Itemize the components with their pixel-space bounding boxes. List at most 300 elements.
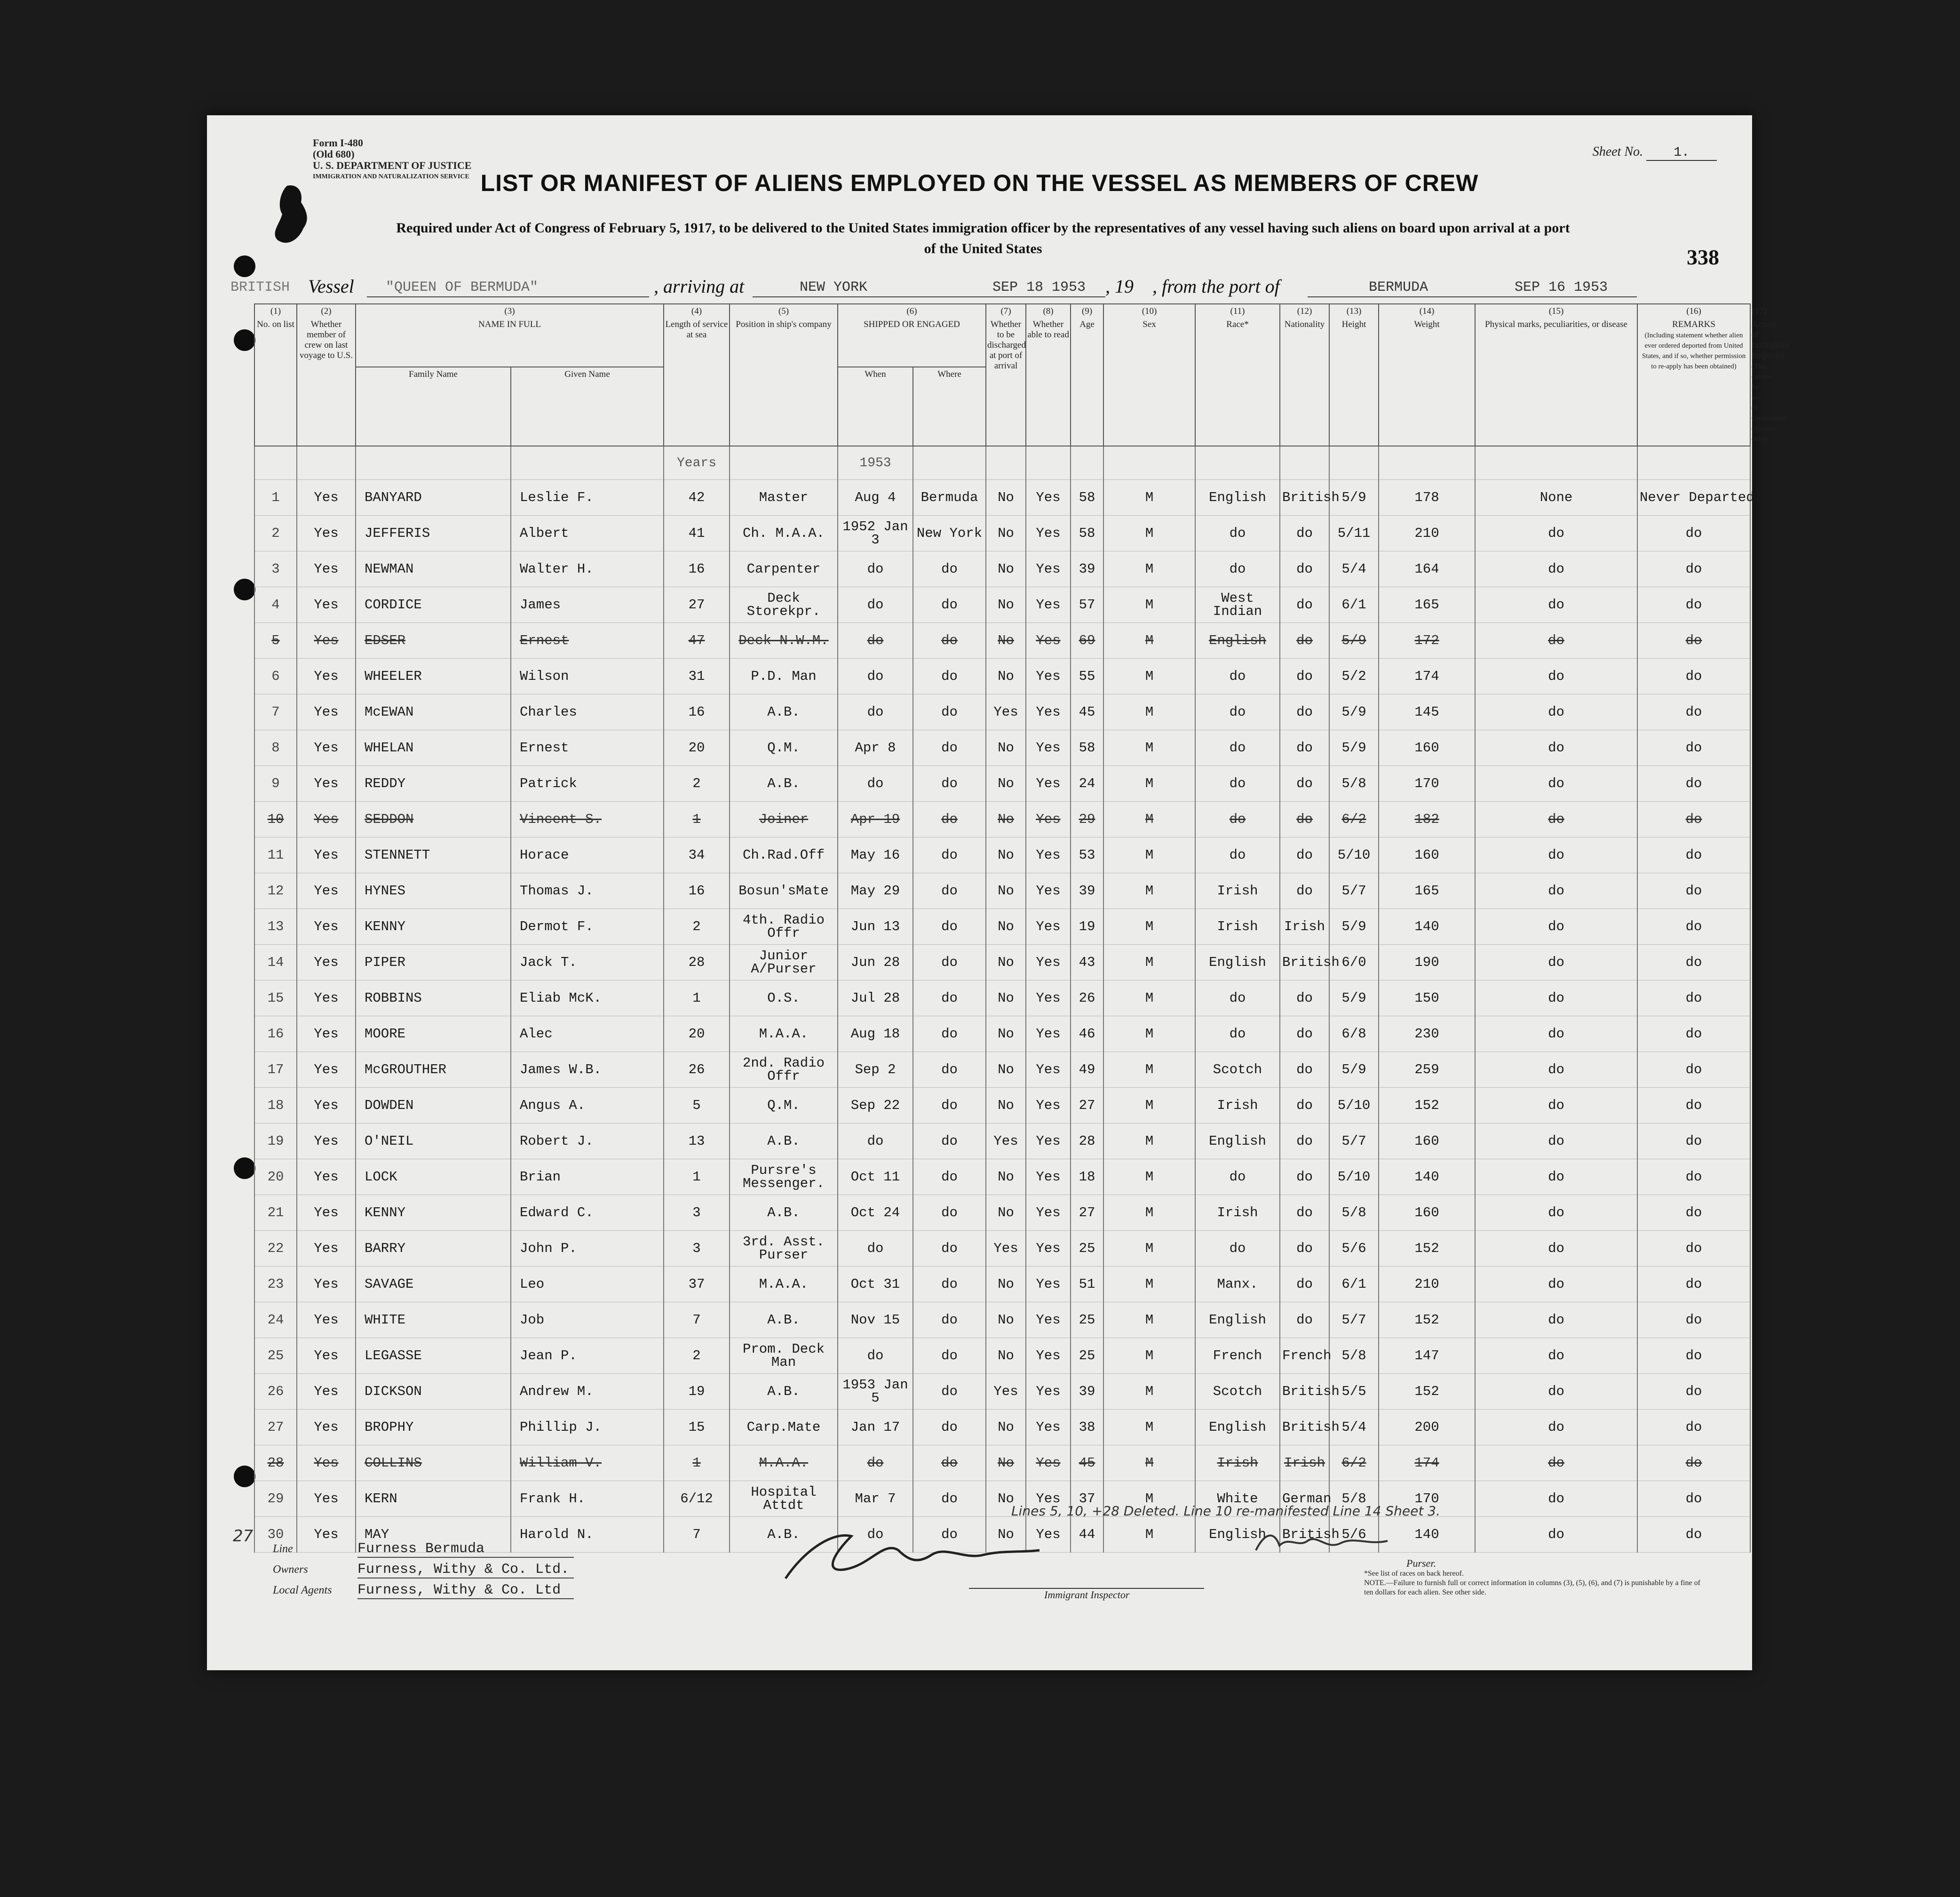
line-number-cell: 28 — [254, 1445, 297, 1481]
table-row — [254, 1445, 1750, 1481]
line-number-cell: 8 — [254, 730, 297, 766]
nationality-cell: French — [1280, 1338, 1329, 1374]
nationality-cell: British — [1280, 945, 1329, 980]
height-cell: 5/8 — [1329, 1195, 1379, 1231]
last-voyage-cell: Yes — [297, 945, 356, 980]
sex-cell: M — [1103, 1302, 1195, 1338]
age-cell: 58 — [1071, 516, 1103, 551]
able-to-read-cell: Yes — [1026, 480, 1071, 516]
able-to-read-cell: Yes — [1026, 551, 1071, 587]
position-cell: M.A.A. — [730, 1016, 838, 1052]
col-no: (1) No. on list — [254, 304, 297, 446]
shipped-where-cell: do — [913, 730, 986, 766]
weight-cell: 178 — [1379, 480, 1475, 516]
physical-marks-cell: do — [1475, 1374, 1637, 1410]
physical-marks-cell: do — [1475, 1410, 1637, 1445]
crew-manifest-table — [254, 303, 1790, 1553]
able-to-read-cell: Yes — [1026, 1481, 1071, 1517]
discharged-cell: No — [986, 1052, 1026, 1088]
race-cell: English — [1195, 480, 1280, 516]
line-number-cell: 25 — [254, 1338, 297, 1374]
line-number-cell: 11 — [254, 837, 297, 873]
able-to-read-cell: Yes — [1026, 1302, 1071, 1338]
line-number-cell: 24 — [254, 1302, 297, 1338]
weight-cell: 165 — [1379, 873, 1475, 909]
last-voyage-cell: Yes — [297, 516, 356, 551]
header-row: (1) No. on list (2) Whether member of crew on last voyage to U.S. (3) NAME IN FULL (4) Length of service at sea (5) Position in ship's company (6) SHIPPED OR ENGAGED (7) Whether to be discharged at port of arrival (8) Whether able to read (9) Age (10) Sex (11) Race* (12) Nationality (13) Height (14) Weight (15) Physical marks, peculiarities, or disease (16) REMARKS (Including statement whether alien ever ordered deported from United States, and if so, whether permission to re-apply has been obtained) (17) Action of Immigrant Inspector (This column for use of Government officials only) — [254, 304, 1750, 367]
given-name-cell: Ernest — [511, 730, 664, 766]
discharged-cell: No — [986, 1159, 1026, 1195]
weight-cell: 152 — [1379, 1374, 1475, 1410]
physical-marks-cell: do — [1475, 659, 1637, 694]
last-voyage-cell: Yes — [297, 837, 356, 873]
position-cell: A.B. — [730, 1517, 838, 1553]
last-voyage-cell: Yes — [297, 1052, 356, 1088]
remarks-cell: do — [1637, 1195, 1750, 1231]
sex-cell: M — [1103, 623, 1195, 659]
race-cell: do — [1195, 837, 1280, 873]
table-row — [254, 1267, 1750, 1302]
shipped-when-cell: Oct 24 — [838, 1195, 913, 1231]
family-name-cell: KENNY — [356, 1195, 511, 1231]
remarks-cell: do — [1637, 1410, 1750, 1445]
table-row — [254, 1124, 1750, 1159]
age-cell: 27 — [1071, 1088, 1103, 1124]
position-cell: M.A.A. — [730, 1445, 838, 1481]
last-voyage-cell: Yes — [297, 694, 356, 730]
family-name-cell: BROPHY — [356, 1410, 511, 1445]
race-cell: do — [1195, 730, 1280, 766]
race-cell: English — [1195, 1302, 1280, 1338]
line-number-cell: 17 — [254, 1052, 297, 1088]
shipped-when-cell: Oct 11 — [838, 1159, 913, 1195]
col-where: Where — [913, 367, 986, 446]
service-length-cell: 13 — [664, 1124, 730, 1159]
race-cell: Irish — [1195, 1445, 1280, 1481]
discharged-cell: No — [986, 945, 1026, 980]
table-row — [254, 1231, 1750, 1267]
able-to-read-cell: Yes — [1026, 1267, 1071, 1302]
position-cell: 2nd. Radio Offr — [730, 1052, 838, 1088]
last-voyage-cell: Yes — [297, 1124, 356, 1159]
discharged-cell: No — [986, 1016, 1026, 1052]
age-cell: 51 — [1071, 1267, 1103, 1302]
remarks-cell: do — [1637, 1517, 1750, 1553]
discharged-cell: Yes — [986, 1124, 1026, 1159]
height-cell: 5/10 — [1329, 1159, 1379, 1195]
discharged-cell: No — [986, 587, 1026, 623]
line-number-cell: 15 — [254, 980, 297, 1016]
form-old-number: (Old 680) — [313, 148, 355, 160]
sex-cell: M — [1103, 1052, 1195, 1088]
last-voyage-cell: Yes — [297, 873, 356, 909]
able-to-read-cell: Yes — [1026, 766, 1071, 802]
pre-row — [254, 446, 1750, 480]
service-length-cell: 2 — [664, 1338, 730, 1374]
age-cell: 26 — [1071, 980, 1103, 1016]
remarks-cell: do — [1637, 730, 1750, 766]
family-name-cell: WHELAN — [356, 730, 511, 766]
given-name-cell: Thomas J. — [511, 873, 664, 909]
age-cell: 43 — [1071, 945, 1103, 980]
weight-cell: 182 — [1379, 802, 1475, 837]
sex-cell: M — [1103, 837, 1195, 873]
position-cell: A.B. — [730, 1124, 838, 1159]
shipped-when-cell: 1952 Jan 3 — [838, 516, 913, 551]
nationality-cell: do — [1280, 1016, 1329, 1052]
physical-marks-cell: do — [1475, 802, 1637, 837]
able-to-read-cell: Yes — [1026, 659, 1071, 694]
shipped-when-cell: Jul 28 — [838, 980, 913, 1016]
family-name-cell: LEGASSE — [356, 1338, 511, 1374]
shipped-where-cell: do — [913, 1052, 986, 1088]
service-length-cell: 28 — [664, 945, 730, 980]
table-row — [254, 873, 1750, 909]
weight-cell: 152 — [1379, 1302, 1475, 1338]
race-cell: French — [1195, 1338, 1280, 1374]
height-cell: 5/7 — [1329, 1302, 1379, 1338]
shipped-where-cell: do — [913, 1124, 986, 1159]
col-name: (3) NAME IN FULL — [356, 304, 664, 367]
given-name-cell: Wilson — [511, 659, 664, 694]
remarks-cell: do — [1637, 1124, 1750, 1159]
given-name-cell: Alec — [511, 1016, 664, 1052]
last-voyage-cell: Yes — [297, 551, 356, 587]
physical-marks-cell: do — [1475, 1481, 1637, 1517]
nationality-cell: do — [1280, 1124, 1329, 1159]
race-cell: English — [1195, 623, 1280, 659]
physical-marks-cell: do — [1475, 1267, 1637, 1302]
able-to-read-cell: Yes — [1026, 945, 1071, 980]
able-to-read-cell: Yes — [1026, 623, 1071, 659]
given-name-cell: Eliab McK. — [511, 980, 664, 1016]
table-row — [254, 1159, 1750, 1195]
age-cell: 57 — [1071, 587, 1103, 623]
penalty-note: NOTE.—Failure to furnish full or correct information in columns (3), (5), (6), and (7) is punishable by a fine of ten dollars for each alien. See other side. — [1364, 1579, 1700, 1596]
given-name-cell: Charles — [511, 694, 664, 730]
shipped-when-cell: Aug 4 — [838, 480, 913, 516]
shipped-where-cell: do — [913, 766, 986, 802]
given-name-cell: Harold N. — [511, 1517, 664, 1553]
given-name-cell: Jack T. — [511, 945, 664, 980]
line-number-cell: 13 — [254, 909, 297, 945]
weight-cell: 140 — [1379, 1517, 1475, 1553]
height-cell: 5/9 — [1329, 980, 1379, 1016]
service-length-cell: 47 — [664, 623, 730, 659]
table-row — [254, 551, 1750, 587]
age-cell: 45 — [1071, 694, 1103, 730]
vessel-line — [230, 273, 1736, 301]
manifest-sheet — [207, 115, 1790, 1670]
shipped-where-cell: do — [913, 694, 986, 730]
able-to-read-cell: Yes — [1026, 730, 1071, 766]
physical-marks-cell: do — [1475, 623, 1637, 659]
nationality-cell: do — [1280, 551, 1329, 587]
service-length-cell: 26 — [664, 1052, 730, 1088]
weight-cell: 210 — [1379, 1267, 1475, 1302]
shipped-where-cell: do — [913, 1338, 986, 1374]
service-length-cell: 1 — [664, 1445, 730, 1481]
discharged-cell: No — [986, 1410, 1026, 1445]
nationality-cell: do — [1280, 659, 1329, 694]
race-cell: Scotch — [1195, 1374, 1280, 1410]
given-name-cell: Edward C. — [511, 1195, 664, 1231]
weight-cell: 160 — [1379, 1195, 1475, 1231]
nationality-cell: British — [1280, 1374, 1329, 1410]
sex-cell: M — [1103, 587, 1195, 623]
shipped-when-cell: Mar 7 — [838, 1481, 913, 1517]
remarks-cell: do — [1637, 837, 1750, 873]
nationality-cell: do — [1280, 587, 1329, 623]
height-cell: 5/9 — [1329, 909, 1379, 945]
age-cell: 53 — [1071, 837, 1103, 873]
remarks-cell: do — [1637, 980, 1750, 1016]
last-voyage-cell: Yes — [297, 980, 356, 1016]
position-cell: Pursre's Messenger. — [730, 1159, 838, 1195]
service-length-cell: 15 — [664, 1410, 730, 1445]
family-name-cell: KERN — [356, 1481, 511, 1517]
last-voyage-cell: Yes — [297, 1481, 356, 1517]
shipped-when-cell: Jan 17 — [838, 1410, 913, 1445]
position-cell: Deck Storekpr. — [730, 587, 838, 623]
height-cell: 6/1 — [1329, 587, 1379, 623]
shipped-where-cell: do — [913, 1374, 986, 1410]
agents-label: Local Agents — [273, 1584, 332, 1596]
shipped-when-cell: Aug 18 — [838, 1016, 913, 1052]
col-nationality: (12) Nationality — [1280, 304, 1329, 446]
age-cell: 39 — [1071, 1374, 1103, 1410]
table-row — [254, 945, 1750, 980]
remarks-cell: do — [1637, 909, 1750, 945]
nationality-cell: do — [1280, 623, 1329, 659]
able-to-read-cell: Yes — [1026, 802, 1071, 837]
service-length-cell: 1 — [664, 1159, 730, 1195]
vessel-label: Vessel — [308, 276, 354, 297]
shipped-when-cell: Sep 22 — [838, 1088, 913, 1124]
line-number-cell: 26 — [254, 1374, 297, 1410]
physical-marks-cell: do — [1475, 1016, 1637, 1052]
shipped-where-cell: do — [913, 945, 986, 980]
service-length-cell: 1 — [664, 802, 730, 837]
position-cell: M.A.A. — [730, 1267, 838, 1302]
weight-cell: 174 — [1379, 659, 1475, 694]
able-to-read-cell: Yes — [1026, 1159, 1071, 1195]
position-cell: A.B. — [730, 1302, 838, 1338]
weight-cell: 174 — [1379, 1445, 1475, 1481]
col-sex: (10) Sex — [1103, 304, 1195, 446]
shipped-where-cell: do — [913, 1302, 986, 1338]
line-number-cell: 21 — [254, 1195, 297, 1231]
able-to-read-cell: Yes — [1026, 694, 1071, 730]
col-race: (11) Race* — [1195, 304, 1280, 446]
given-name-cell: Leslie F. — [511, 480, 664, 516]
physical-marks-cell: do — [1475, 837, 1637, 873]
position-cell: 3rd. Asst. Purser — [730, 1231, 838, 1267]
weight-cell: 190 — [1379, 945, 1475, 980]
discharged-cell: No — [986, 623, 1026, 659]
age-cell: 28 — [1071, 1124, 1103, 1159]
manifest-number: 338 — [1687, 245, 1719, 269]
service-length-cell: 20 — [664, 730, 730, 766]
service-length-cell: 3 — [664, 1231, 730, 1267]
last-voyage-cell: Yes — [297, 1267, 356, 1302]
race-cell: Irish — [1195, 873, 1280, 909]
line-number-cell: 12 — [254, 873, 297, 909]
table-row — [254, 1016, 1750, 1052]
shipped-when-cell: Sep 2 — [838, 1052, 913, 1088]
family-name-cell: STENNETT — [356, 837, 511, 873]
nationality-cell: do — [1280, 1267, 1329, 1302]
nationality-cell: do — [1280, 873, 1329, 909]
race-cell: do — [1195, 694, 1280, 730]
remarks-cell: do — [1637, 1267, 1750, 1302]
table-row — [254, 802, 1750, 837]
owners-value: Furness, Withy & Co. Ltd. — [357, 1562, 574, 1578]
service-length-cell: 16 — [664, 551, 730, 587]
department: U. S. DEPARTMENT OF JUSTICE — [313, 159, 472, 171]
form-number: Form I-480 — [313, 137, 363, 149]
weight-cell: 165 — [1379, 587, 1475, 623]
last-voyage-cell: Yes — [297, 1195, 356, 1231]
arrival-port: NEW YORK — [800, 279, 868, 295]
discharged-cell: Yes — [986, 1231, 1026, 1267]
table-row — [254, 659, 1750, 694]
physical-marks-cell: do — [1475, 730, 1637, 766]
family-name-cell: NEWMAN — [356, 551, 511, 587]
col-when: When — [838, 367, 913, 446]
shipped-where-cell: do — [913, 1517, 986, 1553]
subtitle-line-1: Required under Act of Congress of February 5, 1917, to be delivered to the United States immigration officer by the representatives of any vessel having such aliens on board upon arrival at a port — [396, 220, 1570, 236]
col-position: (5) Position in ship's company — [730, 304, 838, 446]
age-cell: 45 — [1071, 1445, 1103, 1481]
weight-cell: 172 — [1379, 623, 1475, 659]
able-to-read-cell: Yes — [1026, 1338, 1071, 1374]
remarks-cell: do — [1637, 766, 1750, 802]
height-cell: 6/0 — [1329, 945, 1379, 980]
family-name-cell: WHEELER — [356, 659, 511, 694]
age-cell: 38 — [1071, 1410, 1103, 1445]
shipped-when-cell: do — [838, 551, 913, 587]
punch-hole — [234, 329, 255, 351]
sheet-value: 1. — [1646, 145, 1717, 161]
nationality-cell: do — [1280, 1231, 1329, 1267]
able-to-read-cell: Yes — [1026, 1517, 1071, 1553]
physical-marks-cell: do — [1475, 945, 1637, 980]
given-name-cell: Angus A. — [511, 1088, 664, 1124]
shipped-where-cell: do — [913, 980, 986, 1016]
physical-marks-cell: do — [1475, 1159, 1637, 1195]
nationality-cell: do — [1280, 980, 1329, 1016]
position-cell: Q.M. — [730, 730, 838, 766]
sheet-label: Sheet No. — [1592, 144, 1643, 159]
position-cell: O.S. — [730, 980, 838, 1016]
able-to-read-cell: Yes — [1026, 1410, 1071, 1445]
able-to-read-cell: Yes — [1026, 1445, 1071, 1481]
race-cell: Irish — [1195, 1088, 1280, 1124]
service-length-cell: 42 — [664, 480, 730, 516]
age-cell: 49 — [1071, 1052, 1103, 1088]
race-cell: English — [1195, 1517, 1280, 1553]
last-voyage-cell: Yes — [297, 1338, 356, 1374]
physical-marks-cell: do — [1475, 1124, 1637, 1159]
nationality-cell: do — [1280, 694, 1329, 730]
sex-cell: M — [1103, 1445, 1195, 1481]
able-to-read-cell: Yes — [1026, 837, 1071, 873]
departure-date: SEP 16 1953 — [1515, 279, 1608, 295]
race-note: *See list of races on back hereof. — [1364, 1570, 1464, 1578]
position-cell: Prom. Deck Man — [730, 1338, 838, 1374]
race-cell: do — [1195, 1016, 1280, 1052]
discharged-cell: No — [986, 1088, 1026, 1124]
line-number-cell: 23 — [254, 1267, 297, 1302]
arriving-label: , arriving at — [654, 276, 745, 297]
arrival-date: SEP 18 1953 — [992, 279, 1086, 295]
last-voyage-cell: Yes — [297, 1231, 356, 1267]
nationality-cell: do — [1280, 837, 1329, 873]
physical-marks-cell: do — [1475, 873, 1637, 909]
table-row — [254, 1302, 1750, 1338]
position-cell: Joiner — [730, 802, 838, 837]
shipped-when-cell: do — [838, 1124, 913, 1159]
col-shipped: (6) SHIPPED OR ENGAGED — [838, 304, 986, 367]
physical-marks-cell: do — [1475, 587, 1637, 623]
race-cell: English — [1195, 1410, 1280, 1445]
last-voyage-cell: Yes — [297, 480, 356, 516]
height-cell: 5/7 — [1329, 873, 1379, 909]
given-name-cell: Phillip J. — [511, 1410, 664, 1445]
shipped-where-cell: do — [913, 1410, 986, 1445]
age-cell: 44 — [1071, 1517, 1103, 1553]
height-cell: 5/8 — [1329, 766, 1379, 802]
given-name-cell: Dermot F. — [511, 909, 664, 945]
sex-cell: M — [1103, 1517, 1195, 1553]
departure-port: BERMUDA — [1369, 279, 1428, 295]
position-cell: Ch.Rad.Off — [730, 837, 838, 873]
line-number-cell: 22 — [254, 1231, 297, 1267]
age-cell: 25 — [1071, 1338, 1103, 1374]
sex-cell: M — [1103, 766, 1195, 802]
shipped-when-cell: do — [838, 1445, 913, 1481]
sex-cell: M — [1103, 694, 1195, 730]
discharged-cell: No — [986, 1517, 1026, 1553]
shipped-where-cell: do — [913, 1016, 986, 1052]
service-length-cell: 6/12 — [664, 1481, 730, 1517]
shipped-where-cell: do — [913, 1445, 986, 1481]
service-length-cell: 19 — [664, 1374, 730, 1410]
family-name-cell: McEWAN — [356, 694, 511, 730]
col-height: (13) Height — [1329, 304, 1379, 446]
page-number: 27 — [233, 1527, 254, 1546]
age-cell: 25 — [1071, 1231, 1103, 1267]
able-to-read-cell: Yes — [1026, 1231, 1071, 1267]
sex-cell: M — [1103, 730, 1195, 766]
shipped-when-cell: do — [838, 659, 913, 694]
sex-cell: M — [1103, 1195, 1195, 1231]
family-name-cell: REDDY — [356, 766, 511, 802]
race-cell: do — [1195, 516, 1280, 551]
family-name-cell: EDSER — [356, 623, 511, 659]
col-discharged: (7) Whether to be discharged at port of arrival — [986, 304, 1026, 446]
line-value: Furness Bermuda — [357, 1541, 574, 1558]
shipped-when-cell: Apr 8 — [838, 730, 913, 766]
given-name-cell: John P. — [511, 1231, 664, 1267]
nationality-cell: do — [1280, 1195, 1329, 1231]
table-row — [254, 480, 1750, 516]
nationality-cell: British — [1280, 1410, 1329, 1445]
shipped-when-cell: do — [838, 1517, 913, 1553]
line-number-cell: 1 — [254, 480, 297, 516]
able-to-read-cell: Yes — [1026, 1088, 1071, 1124]
